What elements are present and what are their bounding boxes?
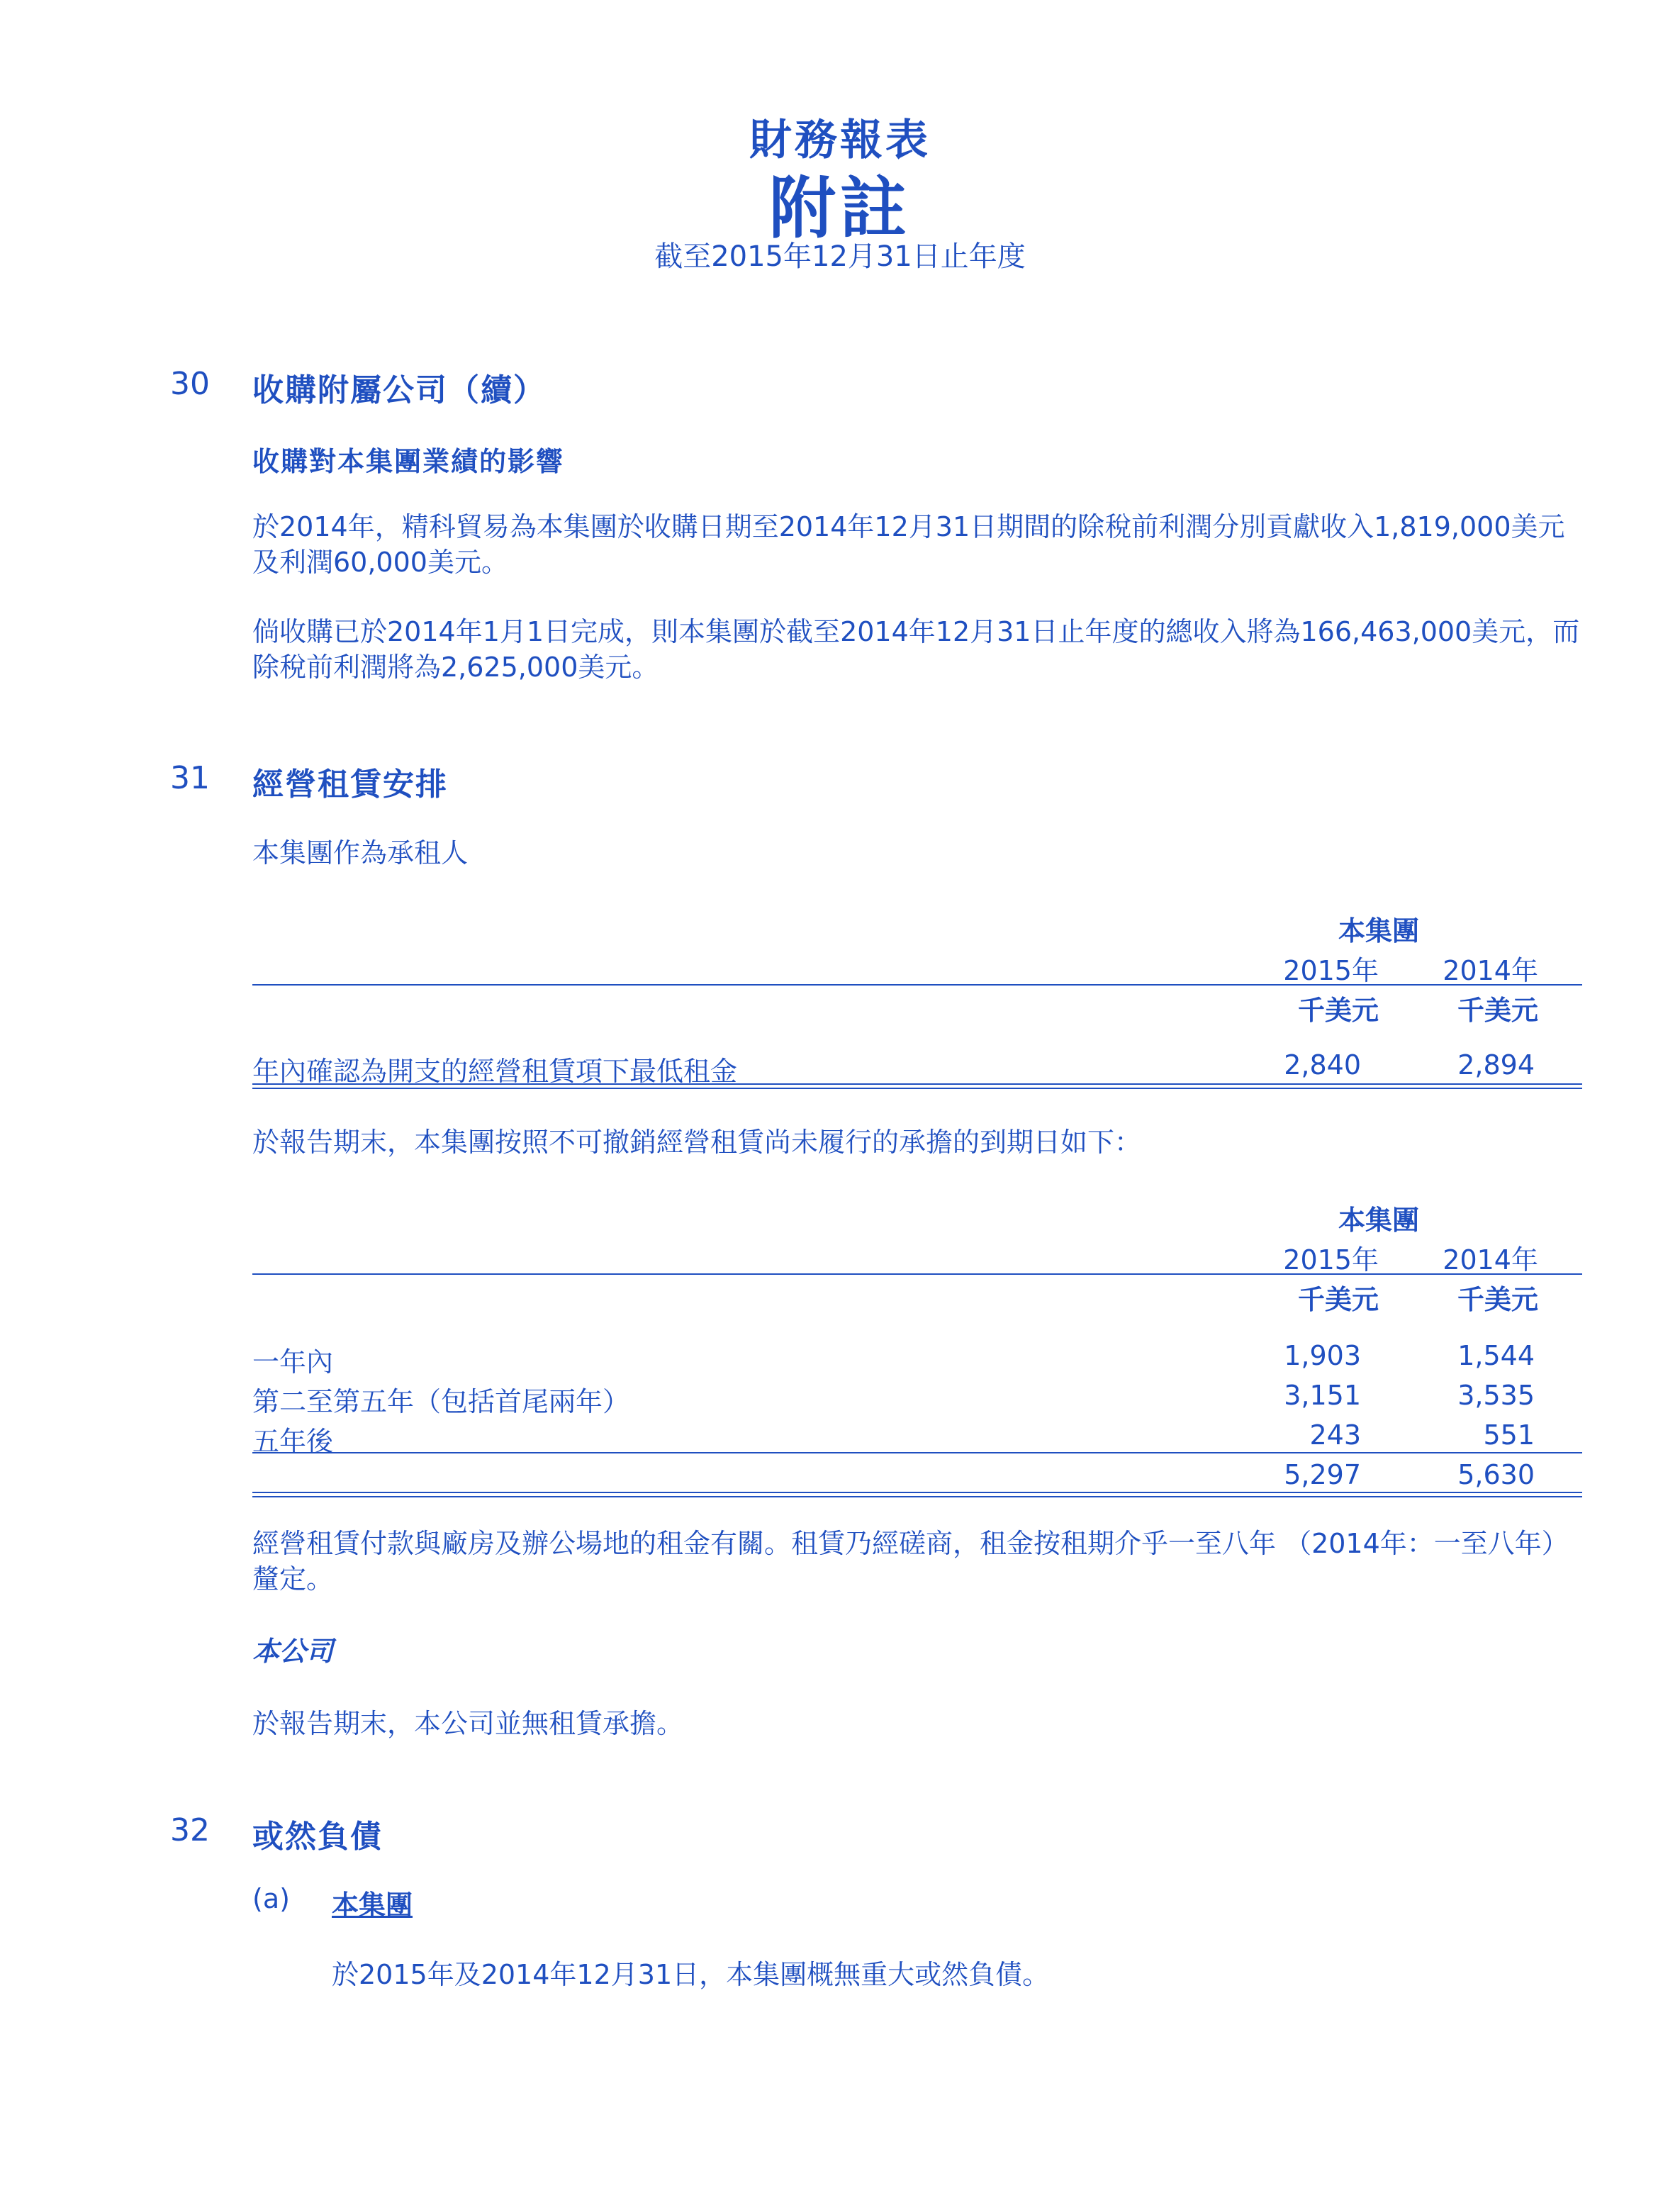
note-30-number: 30 [170, 366, 210, 402]
item-a-text: 於2015年及2014年12月31日，本集團概無重大或然負債。 [332, 1959, 1050, 1990]
table1-header-rule [252, 984, 1582, 986]
table2-year-2015: 2015年 [1283, 1244, 1379, 1276]
table1-unit-2014: 千美元 [1457, 995, 1538, 1026]
item-a-marker: (a) [252, 1883, 290, 1914]
item-a-title: 本集團 [332, 1890, 413, 1921]
lessee-heading: 本集團作為承租人 [252, 837, 469, 869]
table2-row1-2015: 1,903 [1284, 1340, 1361, 1371]
report-title: 財務報表 [749, 116, 931, 165]
table2-row2-2015: 3,151 [1284, 1380, 1361, 1411]
note-30-paragraph-2: 倘收購已於2014年1月1日完成，則本集團於截至2014年12月31日止年度的總收入將為166,463,000美元，而除稅前利潤將為2,625,000美元。 [252, 616, 1580, 683]
company-text: 於報告期末，本公司並無租賃承擔。 [252, 1708, 684, 1739]
table2-row-label: 一年內 [252, 1346, 334, 1378]
note-30-subtitle: 收購對本集團業績的影響 [252, 446, 565, 477]
table2-row3-2015: 243 [1309, 1419, 1361, 1451]
lease-paragraph: 經營租賃付款與廠房及辦公場地的租金有關。租賃乃經磋商，租金按租期介乎一至八年 （2014年：一至八年）釐定。 [252, 1528, 1569, 1595]
table2-row3-2014: 551 [1483, 1419, 1535, 1451]
table2-double-rule-top [252, 1492, 1582, 1493]
table1-value-2014: 2,894 [1457, 1049, 1535, 1081]
table1-year-2014: 2014年 [1443, 955, 1538, 986]
table1-value-2015: 2,840 [1284, 1049, 1361, 1081]
notes-title: 附註 [768, 170, 911, 247]
table2-row2-2014: 3,535 [1457, 1380, 1535, 1411]
note-31-number: 31 [170, 760, 210, 796]
note-32-number: 32 [170, 1812, 210, 1848]
table2-header-rule [252, 1273, 1582, 1275]
table1-group-label: 本集團 [1338, 915, 1419, 947]
table2-row1-2014: 1,544 [1457, 1340, 1535, 1371]
table2-year-2014: 2014年 [1443, 1244, 1538, 1276]
table2-total-2015: 5,297 [1284, 1459, 1361, 1490]
table1-double-rule-bottom [252, 1088, 1582, 1089]
table2-row-label: 第二至第五年（包括首尾兩年） [252, 1386, 630, 1417]
table1-row-label: 年內確認為開支的經營租賃項下最低租金 [252, 1056, 738, 1087]
table1-unit-2015: 千美元 [1297, 995, 1379, 1026]
company-heading: 本公司 [252, 1636, 334, 1667]
period-subtitle: 截至2015年12月31日止年度 [654, 240, 1026, 273]
table2-double-rule-bottom [252, 1496, 1582, 1497]
table2-row-label: 五年後 [252, 1426, 334, 1457]
table1-double-rule-top [252, 1083, 1582, 1085]
table2-total-2014: 5,630 [1457, 1459, 1535, 1490]
table1-year-2015: 2015年 [1283, 955, 1379, 986]
note-30-paragraph-1: 於2014年，精科貿易為本集團於收購日期至2014年12月31日期間的除稅前利潤分別貢獻收入1,819,000美元及利潤60,000美元。 [252, 511, 1565, 578]
commitments-intro: 於報告期末，本集團按照不可撤銷經營租賃尚未履行的承擔的到期日如下： [252, 1127, 1142, 1158]
table2-subtotal-rule [252, 1452, 1582, 1453]
note-30-title: 收購附屬公司（續） [252, 372, 546, 408]
table2-unit-2015: 千美元 [1297, 1284, 1379, 1315]
note-32-title: 或然負債 [252, 1819, 383, 1855]
table2-unit-2014: 千美元 [1457, 1284, 1538, 1315]
table2-group-label: 本集團 [1338, 1205, 1419, 1236]
note-31-title: 經營租賃安排 [252, 766, 448, 803]
